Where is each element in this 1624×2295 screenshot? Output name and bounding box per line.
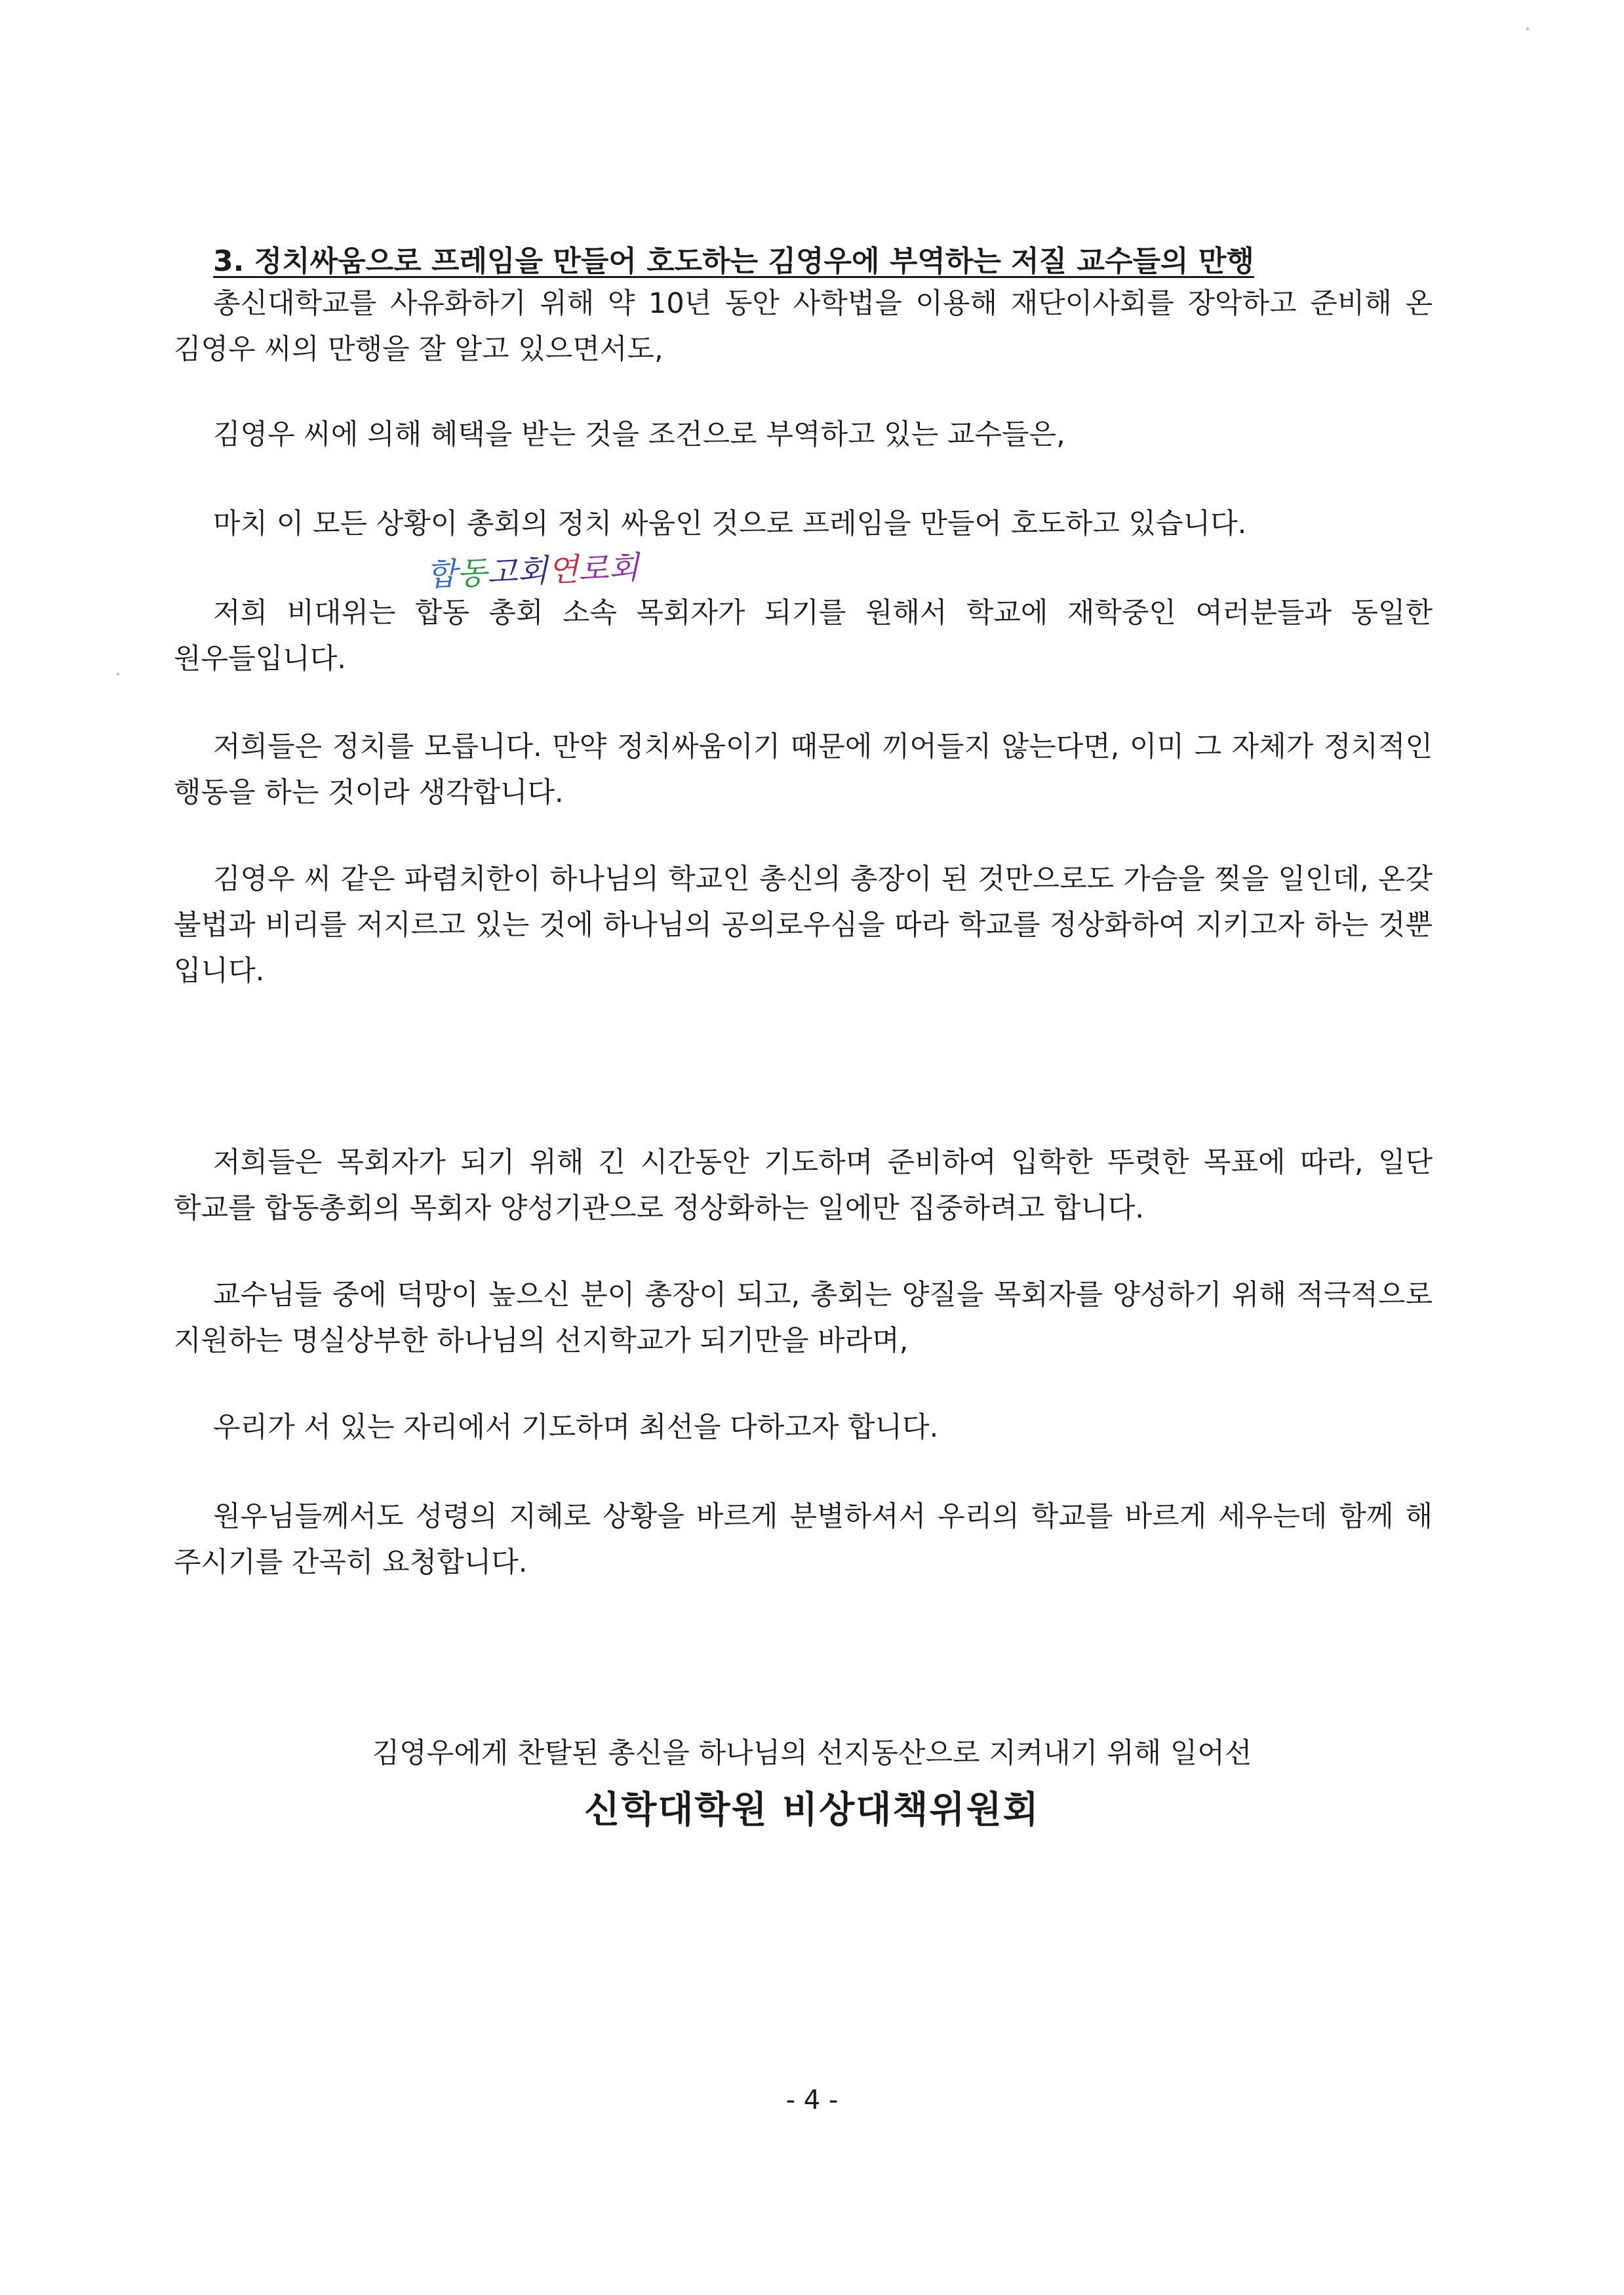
- paragraph-3: 마치 이 모든 상황이 총회의 정치 싸움인 것으로 프레임을 만들어 호도하고 있습니다.: [213, 508, 1247, 540]
- paragraph-4: 저희 비대위는 합동 총회 소속 목회자가 되기를 원해서 학교에 재학중인 여러분들과 동일한 원우들입니다.: [174, 597, 1433, 675]
- paragraph-2: 김영우 씨에 의해 혜택을 받는 것을 조건으로 부역하고 있는 교수들은,: [213, 418, 1065, 451]
- section-heading: 3. 정치싸움으로 프레임을 만들어 호도하는 김영우에 부역하는 저질 교수들의 만행: [213, 245, 1254, 278]
- annotation-segment: 동: [456, 554, 488, 593]
- annotation-segment: 로회: [577, 549, 640, 588]
- paragraph-1: 총신대학교를 사유화하기 위해 약 10년 동안 사학법을 이용해 재단이사회를 장악하고 준비해 온 김영우 씨의 만행을 잘 알고 있으면서도,: [174, 287, 1433, 366]
- page-number: - 4 -: [785, 2085, 839, 2115]
- scan-speck: [1526, 28, 1529, 30]
- paragraph-6: 김영우 씨 같은 파렴치한이 하나님의 학교인 총신의 총장이 된 것만으로도 가슴을 찢을 일인데, 온갖 불법과 비리를 저지르고 있는 것에 하나님의 공의로우심을 따라 학교를 정상화하여 지키고자 하는 것뿐 입니다.: [174, 863, 1433, 988]
- paragraph-9: 우리가 서 있는 자리에서 기도하며 최선을 다하고자 합니다.: [213, 1411, 939, 1444]
- paragraph-10: 원우님들께서도 성령의 지혜로 상황을 바르게 분별하셔서 우리의 학교를 바르게 세우는데 함께 해 주시기를 간곡히 요청합니다.: [174, 1500, 1433, 1579]
- annotation-segment: 연: [547, 551, 579, 589]
- annotation-segment: 고회: [486, 552, 549, 591]
- signature-line: 김영우에게 찬탈된 총신을 하나님의 선지동산으로 지켜내기 위해 일어선: [372, 1737, 1252, 1770]
- paragraph-7: 저희들은 목회자가 되기 위해 긴 시간동안 기도하며 준비하여 입학한 뚜렷한 목표에 따라, 일단 학교를 합동총회의 목회자 양성기관으로 정상화하는 일에만 집중하려고 합니다.: [174, 1146, 1433, 1225]
- paragraph-8: 교수님들 중에 덕망이 높으신 분이 총장이 되고, 총회는 양질을 목회자를 양성하기 위해 적극적으로 지원하는 명실상부한 하나님의 선지학교가 되기만을 바라며,: [174, 1279, 1433, 1357]
- scan-speck: [117, 673, 119, 675]
- annotation-segment: 합: [426, 555, 458, 593]
- paragraph-5: 저희들은 정치를 모릅니다. 만약 정치싸움이기 때문에 끼어들지 않는다면, 이미 그 자체가 정치적인 행동을 하는 것이라 생각합니다.: [174, 730, 1433, 809]
- handwritten-annotation: [426, 542, 640, 595]
- organization-name: 신학대학원 비상대책위원회: [584, 1789, 1040, 1831]
